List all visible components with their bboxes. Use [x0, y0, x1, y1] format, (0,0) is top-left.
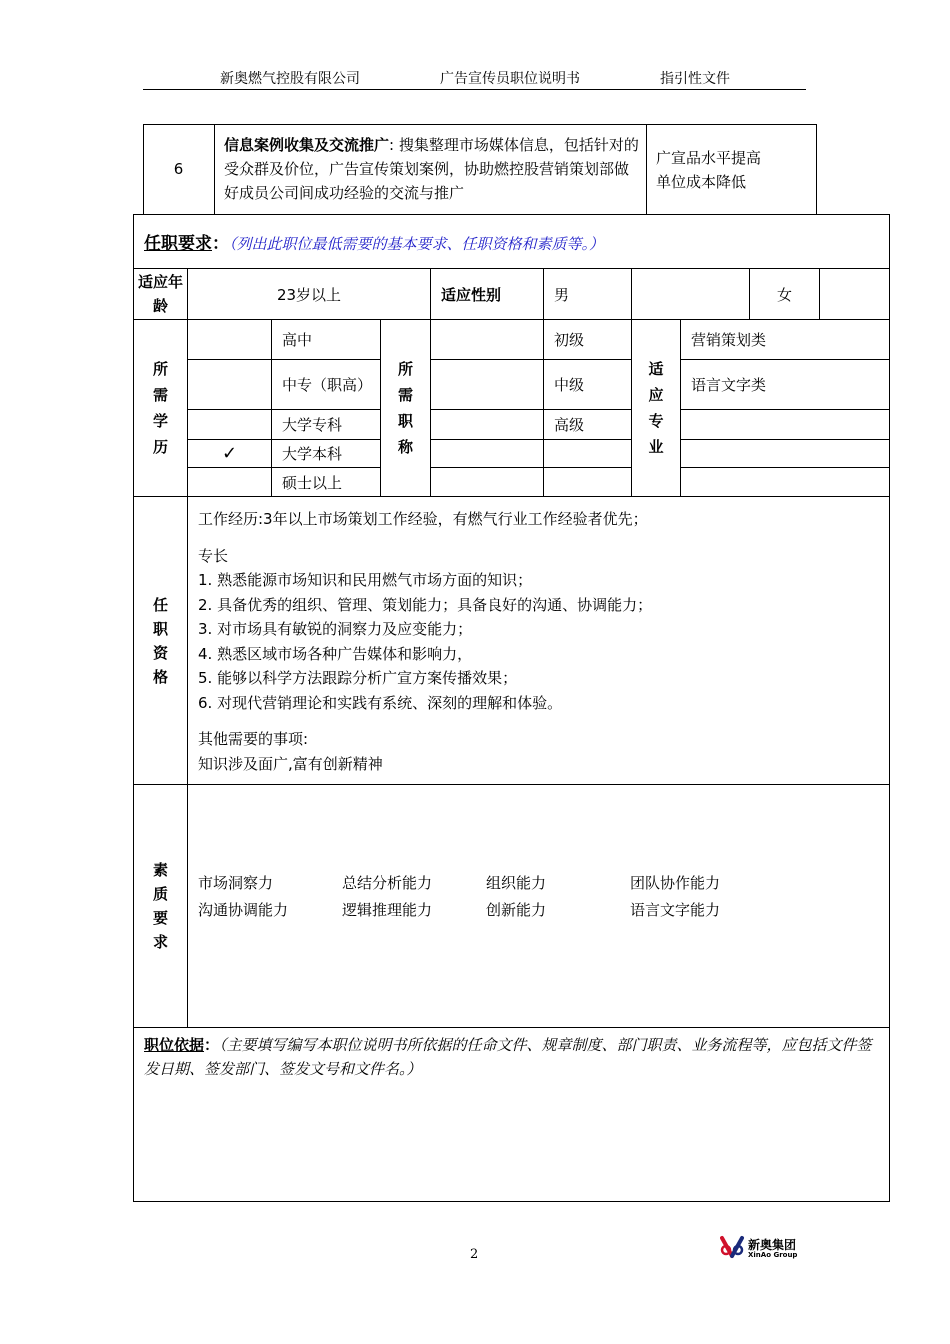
- major-3: [681, 410, 890, 440]
- age-value: 23岁以上: [188, 269, 431, 320]
- edu-level-5: 硕士以上: [272, 468, 381, 497]
- gender-male: 男: [544, 269, 632, 320]
- header-doc-type: 指引性文件: [660, 71, 730, 87]
- duty-title: 信息案例收集及交流推广: [224, 136, 390, 154]
- edu-mark-1: [188, 320, 272, 360]
- edu-mark-2: [188, 360, 272, 410]
- requirements-colon: ：: [212, 234, 229, 254]
- title-label: 所需职称: [381, 320, 431, 497]
- title-level-4: [544, 440, 632, 468]
- basis-content: [134, 1028, 890, 1202]
- title-mark-1: [431, 320, 544, 360]
- edu-level-1: 高中: [272, 320, 381, 360]
- header-doc-title: 广告宣传员职位说明书: [440, 71, 580, 87]
- edu-mark-5: [188, 468, 272, 497]
- competency-item-5: 沟通协调能力: [198, 901, 289, 919]
- edu-level-4: 大学本科: [272, 440, 381, 468]
- duty-text: [224, 133, 639, 205]
- education-label: 所需学历: [134, 320, 188, 497]
- xinao-logo-icon: [720, 1234, 746, 1260]
- edu-mark-3: [188, 410, 272, 440]
- gender-label: 适应性别: [431, 269, 544, 320]
- basis-colon: ：: [204, 1036, 220, 1054]
- page-number: 2: [470, 1247, 479, 1262]
- header-rule: [143, 89, 806, 90]
- age-label: 适应年龄: [134, 269, 188, 320]
- edu-level-2: 中专（职高）: [272, 360, 381, 410]
- major-5: [681, 468, 890, 497]
- header-company: 新奥燃气控股有限公司: [220, 71, 360, 87]
- requirements-note: （列出此职位最低需要的基本要求、任职资格和素质等。）: [229, 235, 605, 253]
- qualification-skill-5: 5. 能够以科学方法跟踪分析广宣方案传播效果；: [198, 669, 518, 687]
- competency-item-1: 市场洞察力: [198, 874, 274, 892]
- gender-female: 女: [750, 269, 820, 320]
- qualification-other-title: 其他需要的事项:: [198, 730, 309, 748]
- duty-kpi: [656, 146, 761, 194]
- title-mark-5: [431, 468, 544, 497]
- title-level-5: [544, 468, 632, 497]
- duty-row: [143, 124, 816, 214]
- qualification-content: [188, 497, 890, 785]
- competency-label: 素质要求: [134, 785, 188, 1028]
- qualification-label: 任职资格: [134, 497, 188, 785]
- competency-item-7: 创新能力: [486, 901, 547, 919]
- competency-item-3: 组织能力: [486, 874, 547, 892]
- competency-item-6: 逻辑推理能力: [342, 901, 433, 919]
- logo-cn: 新奥集团: [748, 1238, 797, 1252]
- logo-en: XinAo Group: [748, 1251, 798, 1259]
- duty-kpi-line1: 广宣品水平提高: [656, 149, 762, 167]
- gender-female-mark: [820, 269, 890, 320]
- competency-item-8: 语言文字能力: [630, 901, 721, 919]
- duty-description: : 搜集整理市场媒体信息，包括针对的受众群及价位，广告宣传策划案例，协助燃控股营销策划部做好成员公司间成功经验的交流与推广: [224, 136, 639, 202]
- major-2: 语言文字类: [681, 360, 890, 410]
- gender-male-mark: [632, 269, 750, 320]
- title-level-3: 高级: [544, 410, 632, 440]
- title-level-1: 初级: [544, 320, 632, 360]
- qualification-experience: 工作经历:3年以上市场策划工作经验，有燃气行业工作经验者优先；: [198, 510, 648, 528]
- title-mark-2: [431, 360, 544, 410]
- title-level-2: 中级: [544, 360, 632, 410]
- requirements-title: 任职要求: [144, 234, 212, 254]
- basis-title: 职位依据: [144, 1036, 205, 1054]
- qualification-skill-3: 3. 对市场具有敏锐的洞察力及应变能力；: [198, 620, 473, 638]
- major-label: 适应专业: [632, 320, 681, 497]
- competency-item-2: 总结分析能力: [342, 874, 433, 892]
- qualification-other-value: 知识涉及面广,富有创新精神: [198, 754, 383, 773]
- duty-kpi-line2: 单位成本降低: [656, 173, 747, 191]
- major-4: [681, 440, 890, 468]
- competency-item-4: 团队协作能力: [630, 874, 721, 892]
- qualification-skills-title: 专长: [198, 546, 229, 565]
- qualification-skill-6: 6. 对现代营销理论和实践有系统、深刻的理解和体验。: [198, 693, 563, 712]
- requirements-title-row: [134, 215, 890, 269]
- qualification-skill-2: 2. 具备优秀的组织、管理、策划能力；具备良好的沟通、协调能力；: [198, 595, 653, 614]
- qualification-skill-4: 4. 熟悉区域市场各种广告媒体和影响力，: [198, 644, 473, 663]
- title-mark-3: [431, 410, 544, 440]
- edu-level-3: 大学专科: [272, 410, 381, 440]
- duty-number: 6: [173, 160, 184, 178]
- requirements-table: [133, 214, 872, 1202]
- competency-content: [188, 785, 890, 1028]
- qualification-skill-1: 1. 熟悉能源市场知识和民用燃气市场方面的知识；: [198, 571, 533, 589]
- major-1: 营销策划类: [681, 320, 890, 360]
- edu-check-mark: ✓: [188, 440, 272, 468]
- basis-note: （主要填写编写本职位说明书所依据的任命文件、规章制度、部门职责、业务流程等，应包括文件签发日期、签发部门、签发文号和文件名。）: [144, 1036, 872, 1078]
- title-mark-4: [431, 440, 544, 468]
